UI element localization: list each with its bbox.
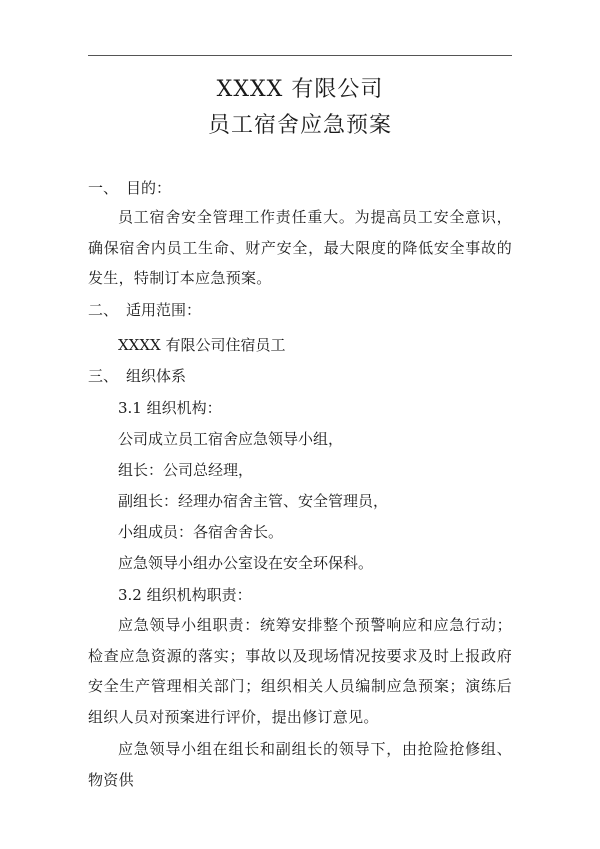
- section-3-number: 三、: [88, 367, 119, 385]
- section-1-body: 员工宿舍安全管理工作责任重大。为提高员工安全意识，确保宿舍内员工生命、财产安全，最大限度的降低安全事故的发生，特制订本应急预案。: [88, 208, 512, 288]
- header-rule: [88, 55, 512, 56]
- document-title-plan: 员工宿舍应急预案: [207, 113, 392, 138]
- section-3-heading: [88, 366, 186, 386]
- section-2-heading: [88, 300, 201, 320]
- document-title-company: XXXX 有限公司: [216, 77, 384, 102]
- org-line: 组长：公司总经理，: [118, 461, 254, 479]
- org-line: 副组长：经理办宿舍主管、安全管理员，: [118, 492, 389, 510]
- leadership-paragraph: 应急领导小组在组长和副组长的领导下，由抢险抢修组、物资供: [88, 740, 512, 789]
- section-1-heading: [88, 178, 171, 198]
- section-2-title: 适用范围：: [126, 301, 202, 319]
- responsibilities-paragraph: 应急领导小组职责：统筹安排整个预警响应和应急行动；检查应急资源的落实；事故以及现场情况按要求及时上报政府安全生产管理相关部门；组织相关人员编制应急预案；演练后组织人员对预案进行评价，提出修订意见。: [88, 616, 512, 726]
- subsection-3-1-heading: 3.1 组织机构：: [118, 399, 222, 417]
- section-2-body: XXXX 有限公司住宿员工: [118, 336, 286, 354]
- subsection-3-2-heading: 3.2 组织机构职责：: [118, 586, 252, 604]
- section-2-number: 二、: [88, 301, 119, 319]
- section-3-title: 组织体系: [126, 367, 187, 385]
- section-1-title: 目的：: [126, 179, 172, 197]
- section-1-number: 一、: [88, 179, 119, 197]
- org-line: 小组成员：各宿舍舍长。: [118, 523, 284, 541]
- org-line: 应急领导小组办公室设在安全环保科。: [118, 554, 374, 572]
- org-line: 公司成立员工宿舍应急领导小组，: [118, 430, 344, 448]
